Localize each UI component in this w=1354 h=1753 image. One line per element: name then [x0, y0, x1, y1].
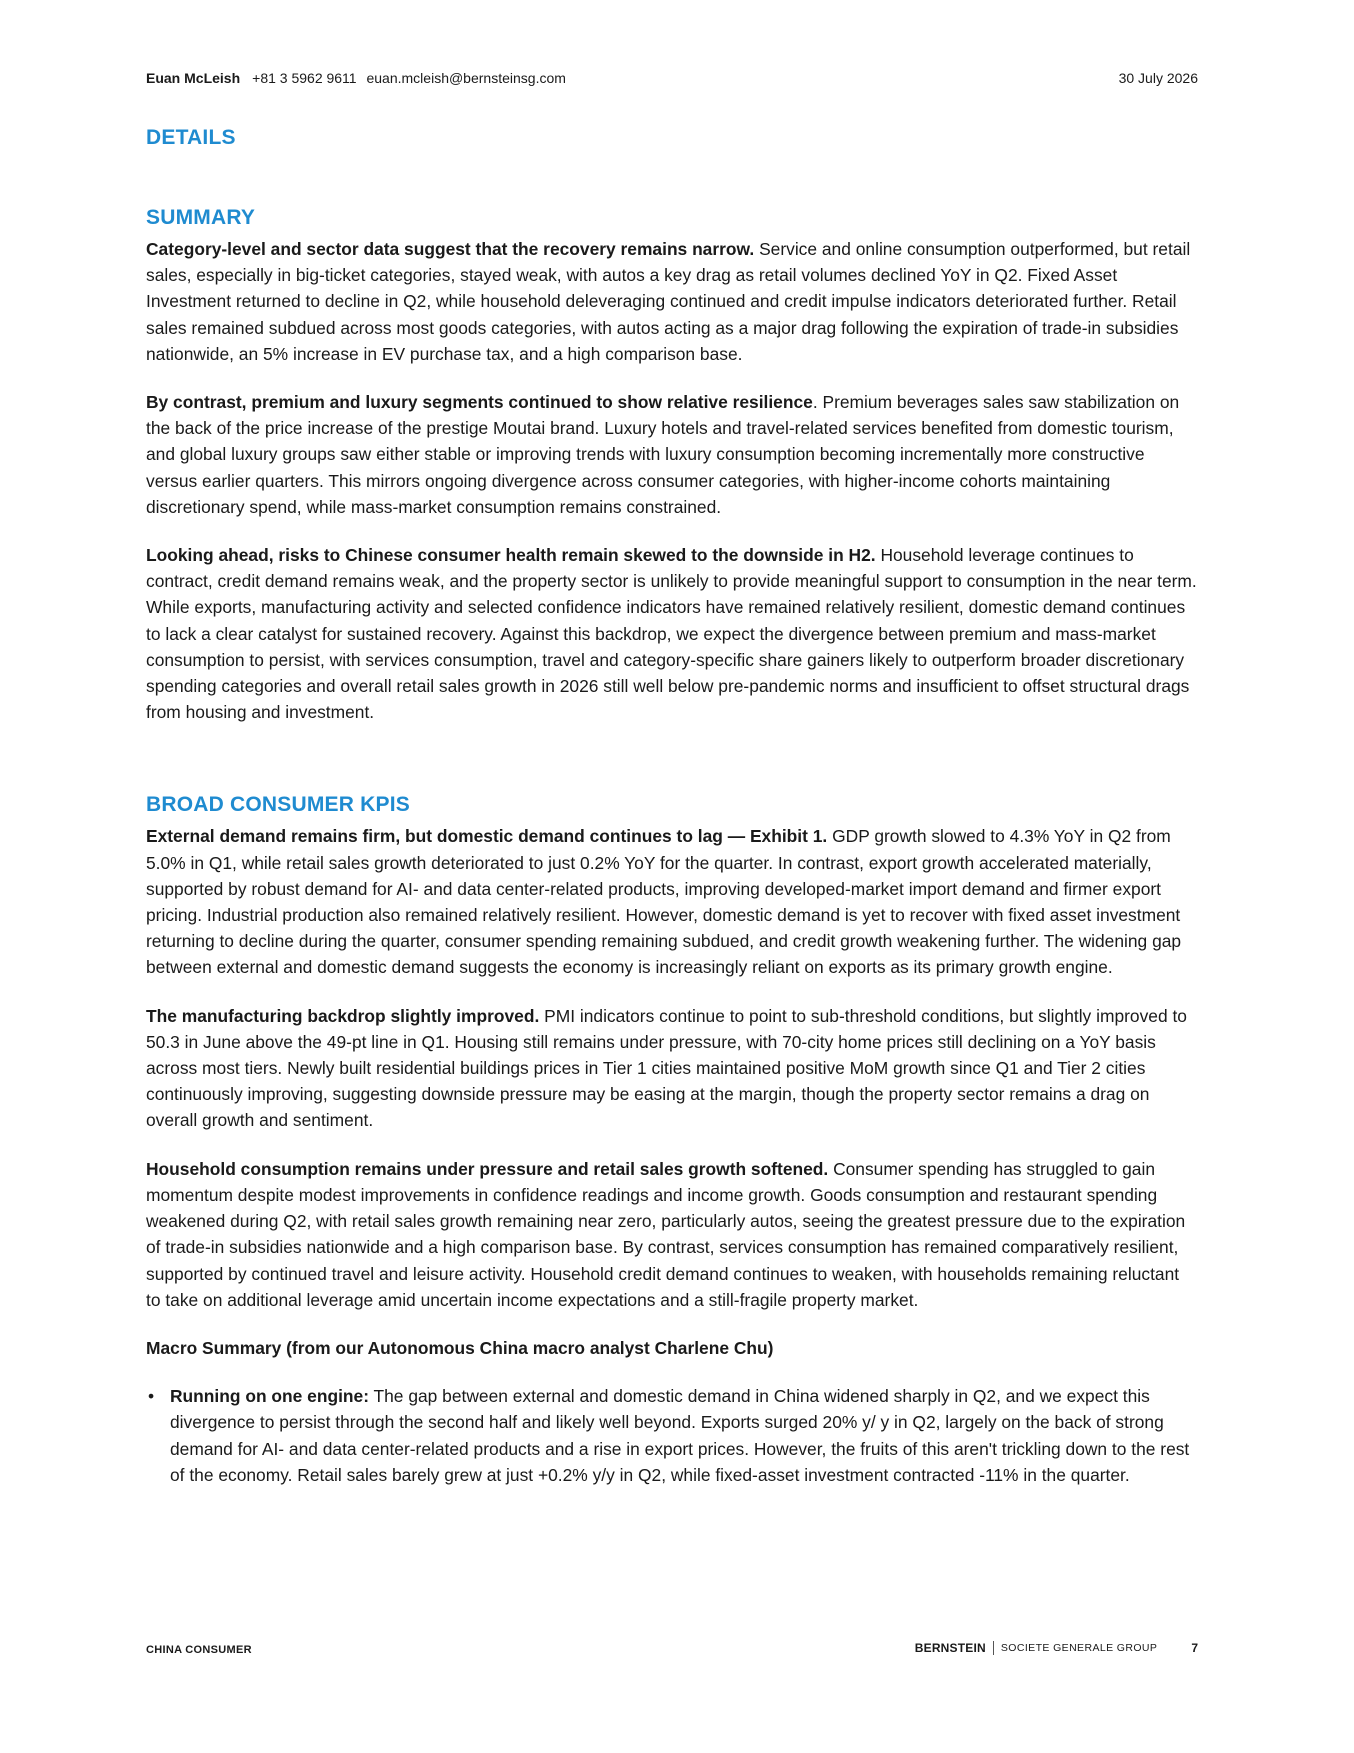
page-header [146, 70, 1198, 90]
summary-paragraph-1 [146, 236, 1198, 367]
summary-paragraph-2 [146, 389, 1198, 520]
page-footer [146, 1641, 1198, 1661]
paragraph-body: Service and online consumption outperformed, but retail sales, especially in big-ticket categories, stayed weak, with autos a key drag as retail volumes declined YoY in Q2. Fixed Asset Investment returned to decline in Q2, while household deleveraging continued and credit impulse indicators deteriorated further. Retail sales remained subdued across most goods categories, with autos acting as a major drag following the expiration of trade-in subsidies nationwide, an 5% increase in EV purchase tax, and a high comparison base. [146, 239, 1191, 364]
bullet-icon: • [148, 1386, 155, 1407]
paragraph-lead: By contrast, premium and luxury segments continued to show relative resilience [146, 392, 813, 413]
list-item [146, 1383, 1198, 1488]
author-phone: +81 3 5962 9611 [252, 70, 357, 86]
bullet-body: The gap between external and domestic demand in China widened sharply in Q2, and we expect this divergence to persist through the second half and likely well beyond. Exports surged 20% y/ y in Q2, largely on the back of strong demand for AI- and data center-related products and a rise in export prices. However, the fruits of this aren't trickling down to the rest of the economy. Retail sales barely grew at just +0.2% y/y in Q2, while fixed-asset investment contracted -11% in the quarter. [170, 1386, 1190, 1485]
kpis-paragraph-1 [146, 823, 1198, 980]
macro-summary-heading: Macro Summary (from our Autonomous China macro analyst Charlene Chu) [146, 1337, 774, 1358]
bullet-lead: Running on one engine: [170, 1386, 369, 1407]
paragraph-body: Consumer spending has struggled to gain momentum despite modest improvements in confidence readings and income growth. Goods consumption and restaurant spending weakened during Q2, with retail sales growth remaining near zero, particularly autos, seeing the greatest pressure due to the expiration of trade-in subsidies nationwide and a high comparison base. By contrast, services consumption has remained comparatively resilient, supported by continued travel and leisure activity. Household credit demand continues to weaken, with households remaining reluctant to take on additional leverage amid uncertain income expectations and a still-fragile property market. [146, 1158, 1186, 1310]
footer-section-label: CHINA CONSUMER [146, 1644, 252, 1656]
paragraph-lead: The manufacturing backdrop slightly improved. [146, 1005, 540, 1026]
paragraph-body: Household leverage continues to contract, credit demand remains weak, and the property sector is unlikely to provide meaningful support to consumption in the near term. While exports, manufacturing activity and selected confidence indicators have remained relatively resilient, domestic demand continues to lack a clear catalyst for sustained recovery. Against this backdrop, we expect the divergence between premium and mass-market consumption to persist, with services consumption, travel and category-specific share gainers likely to outperform broader discretionary spending categories and overall retail sales growth in 2026 still well below pre-pandemic norms and insufficient to offset structural drags from housing and investment. [146, 545, 1197, 723]
paragraph-lead: External demand remains firm, but domestic demand continues to lag — Exhibit 1. [146, 826, 828, 847]
summary-paragraph-3 [146, 542, 1198, 725]
paragraph-lead: Category-level and sector data suggest that the recovery remains narrow. [146, 239, 755, 259]
kpis-title: BROAD CONSUMER KPIS [146, 793, 410, 817]
paragraph-lead: Looking ahead, risks to Chinese consumer health remain skewed to the downside in H2. [146, 545, 876, 566]
kpis-paragraph-2 [146, 1003, 1198, 1134]
author-name: Euan McLeish [146, 70, 241, 86]
report-page [146, 70, 1198, 1488]
brand-group: SOCIETE GENERALE GROUP [1000, 1642, 1158, 1654]
details-title: DETAILS [146, 126, 236, 149]
brand-divider [993, 1641, 994, 1655]
author-email[interactable]: euan.mcleish@bernsteinsg.com [366, 70, 566, 86]
macro-bullet-list [146, 1383, 1198, 1488]
paragraph-lead: Household consumption remains under pressure and retail sales growth softened. [146, 1158, 829, 1179]
paragraph-body: . Premium beverages sales saw stabilization on the back of the price increase of the prestige Moutai brand. Luxury hotels and travel-related services benefited from domestic tourism, and global luxury groups saw either stable or improving trends with luxury consumption becoming incrementally more constructive versus earlier quarters. This mirrors ongoing divergence across consumer categories, with higher-income cohorts maintaining discretionary spend, while mass-market consumption remains constrained. [146, 392, 1180, 517]
footer-brand [915, 1641, 1198, 1655]
brand-logo: BERNSTEIN [914, 1641, 986, 1655]
report-date: 30 July 2026 [1118, 70, 1198, 86]
kpis-paragraph-3 [146, 1156, 1198, 1313]
paragraph-body: GDP growth slowed to 4.3% YoY in Q2 from 5.0% in Q1, while retail sales growth deteriorated to just 0.2% YoY for the quarter. In contrast, export growth accelerated materially, supported by robust demand for AI- and data center-related products, improving developed-market import demand and firmer export pricing. Industrial production also remained relatively resilient. However, domestic demand is yet to recover with fixed asset investment returning to decline during the quarter, consumer spending remaining subdued, and credit growth weakening further. The widening gap between external and domestic demand suggests the economy is increasingly reliant on exports as its primary growth engine. [146, 826, 1182, 978]
summary-title: SUMMARY [146, 206, 256, 229]
author-info [146, 70, 566, 86]
page-number: 7 [1191, 1641, 1198, 1655]
paragraph-body: PMI indicators continue to point to sub-threshold conditions, but slightly improved to 50.3 in June above the 49-pt line in Q1. Housing still remains under pressure, with 70-city home prices still declining on a YoY basis across most tiers. Newly built residential buildings prices in Tier 1 cities maintained positive MoM growth since Q1 and Tier 2 cities continuously improving, suggesting downside pressure may be easing at the margin, though the property sector remains a drag on overall growth and sentiment. [146, 1005, 1187, 1131]
